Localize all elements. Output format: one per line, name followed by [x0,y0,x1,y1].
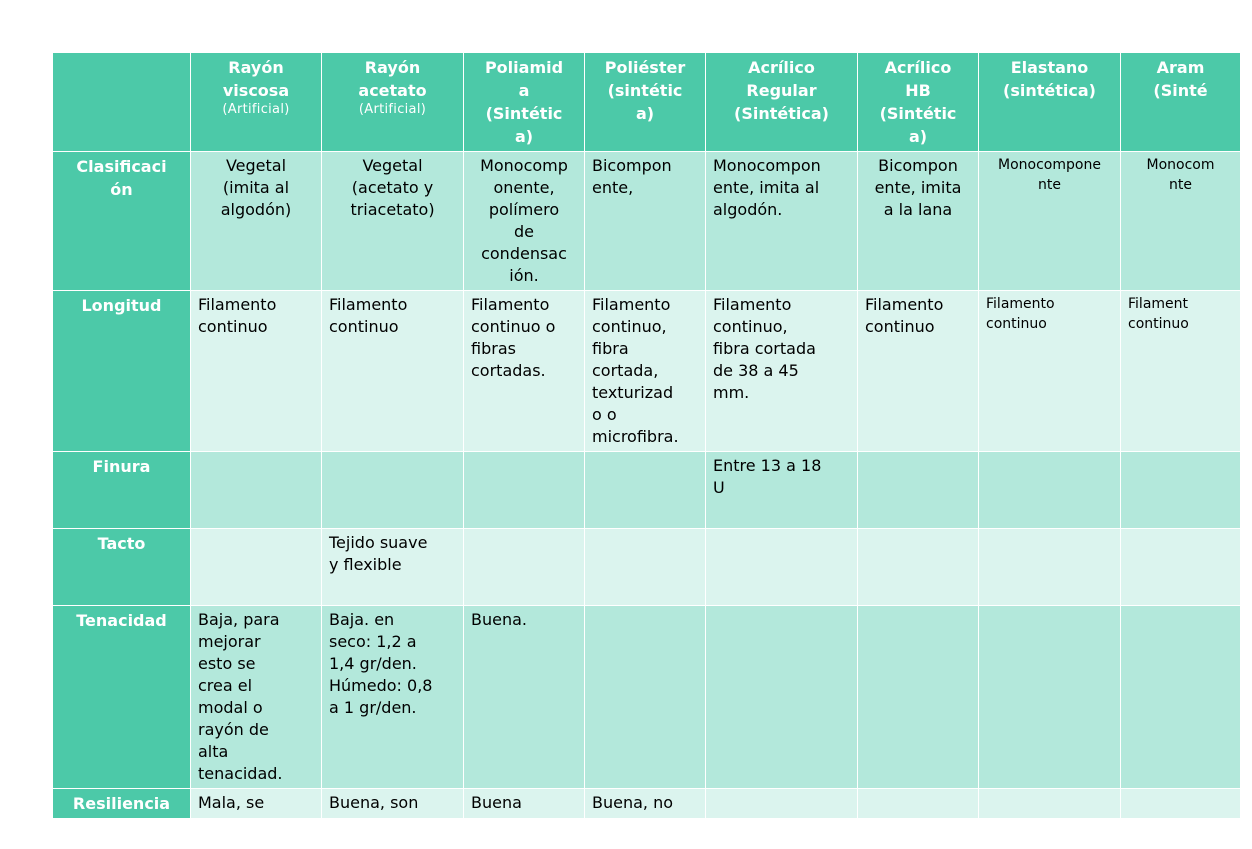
table-cell [464,452,585,529]
table-row [53,291,1241,452]
table-cell [191,452,322,529]
table-cell [1121,452,1241,529]
column-header [706,53,858,152]
table-cell [322,452,464,529]
header-row [53,53,1241,152]
table-cell: Vegetal (imita al algodón) [191,152,322,291]
table-cell [706,789,858,819]
row-header: Tacto [53,529,191,606]
column-header-name: Aram (Sinté [1153,58,1208,100]
table-cell: Filamento continuo, fibra cortada, texturizad o o microfibra. [585,291,706,452]
row-header: Clasificaci ón [53,152,191,291]
table-cell [706,529,858,606]
table-cell: Filamento continuo [191,291,322,452]
column-header-name: Rayón viscosa [222,58,290,100]
table-cell: Filament continuo [1121,291,1241,452]
table-cell [585,606,706,789]
column-header-name: Poliamid a (Sintétic a) [484,58,564,146]
column-header [979,53,1121,152]
column-header [585,53,706,152]
table-cell: Monocompon ente, imita al algodón. [706,152,858,291]
table-cell [1121,606,1241,789]
table-cell: Baja, para mejorar esto se crea el modal o rayón de alta tenacidad. [191,606,322,789]
column-header-name: Elastano (sintética) [1003,58,1096,100]
table-cell [979,452,1121,529]
table-cell [979,789,1121,819]
table-cell [464,529,585,606]
row-header: Resiliencia [53,789,191,819]
table-cell [858,789,979,819]
column-header [191,53,322,152]
table-cell: Monocom nte [1121,152,1241,291]
table-cell [1121,789,1241,819]
table-cell: Filamento continuo [322,291,464,452]
table-cell: Buena. [464,606,585,789]
table-cell [858,606,979,789]
column-header-subtitle: (Artificial) [222,102,290,117]
table-cell: Bicompon ente, [585,152,706,291]
table-cell: Bicompon ente, imita a la lana [858,152,979,291]
table-cell [585,529,706,606]
column-header [858,53,979,152]
column-header [322,53,464,152]
row-header: Longitud [53,291,191,452]
table-cell: Vegetal (acetato y triacetato) [322,152,464,291]
table-cell [858,452,979,529]
table-cell: Filamento continuo [858,291,979,452]
table-cell [979,529,1121,606]
table-cell [706,606,858,789]
table-row [53,452,1241,529]
table-cell: Tejido suave y flexible [322,529,464,606]
row-header: Finura [53,452,191,529]
table-cell: Buena, no [585,789,706,819]
column-header [464,53,585,152]
column-header-subtitle: (Artificial) [358,102,427,117]
table-cell [979,606,1121,789]
table-row [53,152,1241,291]
table-row [53,606,1241,789]
table-cell: Mala, se [191,789,322,819]
table-cell: Monocomp onente, polímero de condensac ión. [464,152,585,291]
column-header-name: Rayón acetato [358,58,427,100]
table-cell: Filamento continuo o fibras cortadas. [464,291,585,452]
table-cell: Entre 13 a 18 U [706,452,858,529]
table-cell: Filamento continuo [979,291,1121,452]
column-header-name: Acrílico HB (Sintétic a) [879,58,957,146]
table-cell: Buena [464,789,585,819]
row-header: Tenacidad [53,606,191,789]
table-cell: Filamento continuo, fibra cortada de 38 a 45 mm. [706,291,858,452]
table-cell [1121,529,1241,606]
table-row [53,529,1241,606]
table-cell: Baja. en seco: 1,2 a 1,4 gr/den. Húmedo: 0,8 a 1 gr/den. [322,606,464,789]
table-row [53,789,1241,819]
table-cell [585,452,706,529]
fiber-table [52,52,1241,819]
table-cell [858,529,979,606]
table-cell [191,529,322,606]
corner-cell [53,53,191,152]
fiber-comparison-sheet [52,52,1252,819]
table-cell: Buena, son [322,789,464,819]
table-cell: Monocompone nte [979,152,1121,291]
column-header [1121,53,1241,152]
column-header-name: Poliéster (sintétic a) [604,58,686,123]
column-header-name: Acrílico Regular (Sintética) [734,58,829,123]
